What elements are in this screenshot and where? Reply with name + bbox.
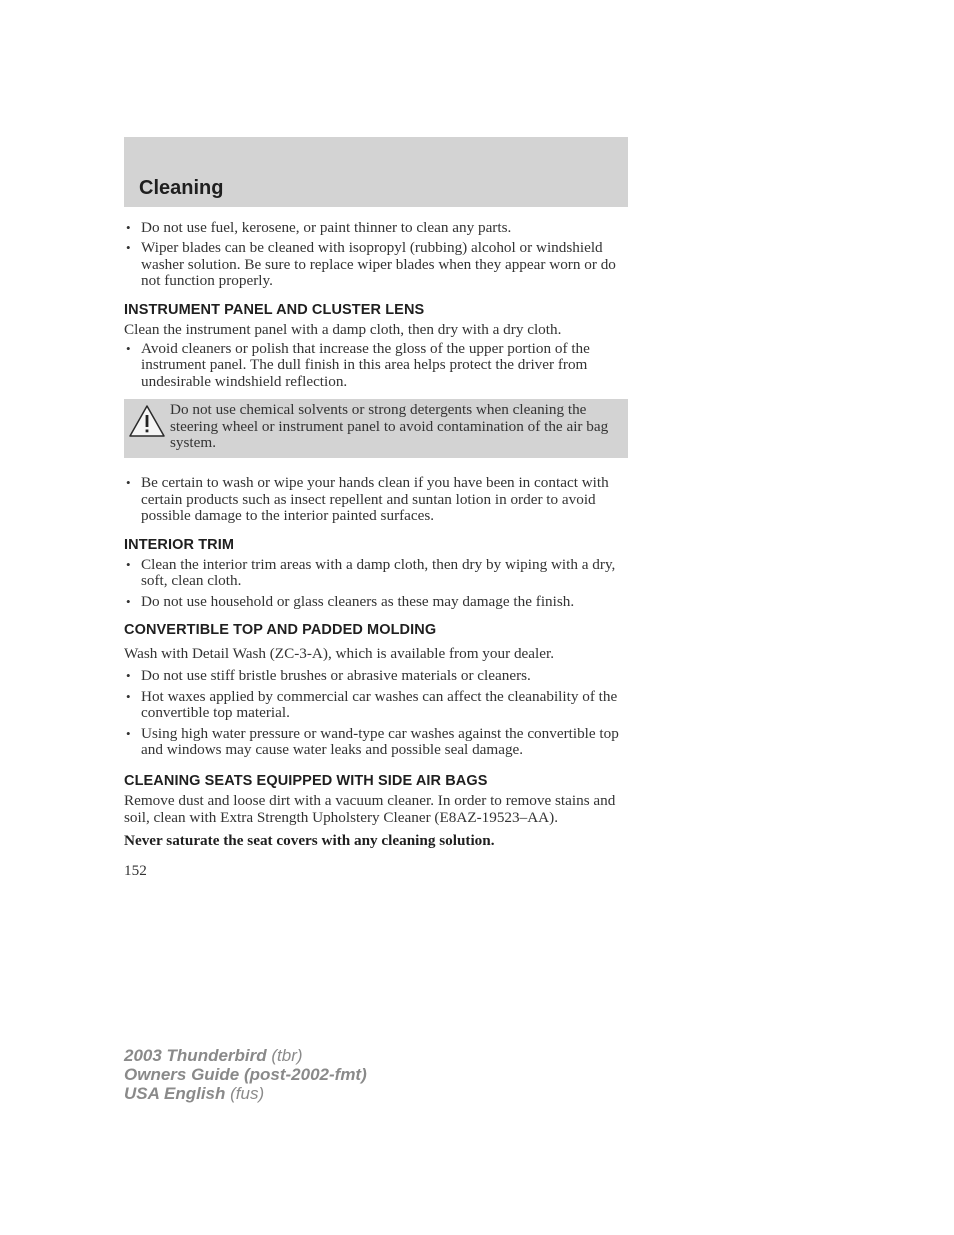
footer-language-code: (fus)	[230, 1084, 265, 1103]
footer-line-1	[124, 1046, 367, 1065]
list-item: • Do not use fuel, kerosene, or paint thinner to clean any parts.	[124, 220, 628, 236]
warning-triangle-icon	[128, 404, 166, 438]
heading-instrument-panel: INSTRUMENT PANEL AND CLUSTER LENS	[124, 301, 425, 318]
list-item: • Do not use household or glass cleaners as these may damage the finish.	[124, 594, 628, 610]
page-number: 152	[124, 861, 147, 879]
convertible-bullet-list	[124, 668, 628, 758]
list-item: • Do not use stiff bristle brushes or abrasive materials or cleaners.	[124, 668, 628, 684]
footer-language: USA English	[124, 1084, 226, 1103]
list-item: • Be certain to wash or wipe your hands clean if you have been in contact with certain products such as insect repellent and suntan lotion in order to avoid possible damage to the interior painted surfaces.	[124, 475, 628, 524]
list-item: • Hot waxes applied by commercial car washes can affect the cleanability of the convertible top material.	[124, 689, 628, 722]
footer-model: 2003 Thunderbird	[124, 1046, 267, 1065]
intro-bullet-list	[124, 220, 628, 290]
footer-line-3	[124, 1084, 367, 1103]
heading-convertible-top: CONVERTIBLE TOP AND PADDED MOLDING	[124, 621, 437, 638]
list-item: • Wiper blades can be cleaned with isopropyl (rubbing) alcohol or windshield washer solution. Be sure to replace wiper blades when they appear worn or do not function properly.	[124, 240, 628, 289]
page-content	[124, 220, 628, 882]
paragraph: Wash with Detail Wash (ZC-3-A), which is available from your dealer.	[124, 644, 554, 662]
list-item: • Using high water pressure or wand-type car washes against the convertible top and windows may cause water leaks and possible seal damage.	[124, 726, 628, 759]
heading-cleaning-seats: CLEANING SEATS EQUIPPED WITH SIDE AIR BAGS	[124, 773, 488, 790]
paragraph: Clean the instrument panel with a damp cloth, then dry with a dry cloth.	[124, 320, 562, 338]
warning-box	[124, 399, 628, 458]
footer-line-2	[124, 1065, 367, 1084]
list-item: • Clean the interior trim areas with a damp cloth, then dry by wiping with a dry, soft, clean cloth.	[124, 557, 628, 590]
warning-text: Do not use chemical solvents or strong detergents when cleaning the steering wheel or instrument panel to avoid contamination of the air bag system.	[170, 401, 609, 452]
list-item: • Avoid cleaners or polish that increase the gloss of the upper portion of the instrument panel. The dull finish in this area helps protect the driver from undesirable windshield reflection.	[124, 341, 628, 390]
interior-trim-bullet-list	[124, 557, 628, 610]
document-footer	[124, 1046, 367, 1103]
seat-warning-bold-text: Never saturate the seat covers with any cleaning solution.	[124, 832, 495, 850]
section-title: Cleaning	[139, 177, 224, 199]
heading-interior-trim: INTERIOR TRIM	[124, 536, 235, 553]
section-header-band	[124, 137, 628, 207]
hands-bullet-list	[124, 475, 628, 524]
footer-model-code: (tbr)	[271, 1046, 303, 1065]
paragraph: Remove dust and loose dirt with a vacuum cleaner. In order to remove stains and soil, clean with Extra Strength Upholstery Cleaner (E8AZ-19523–AA).	[124, 792, 616, 826]
instrument-panel-bullet-list	[124, 341, 628, 390]
footer-guide: Owners Guide (post-2002-fmt)	[124, 1065, 367, 1084]
